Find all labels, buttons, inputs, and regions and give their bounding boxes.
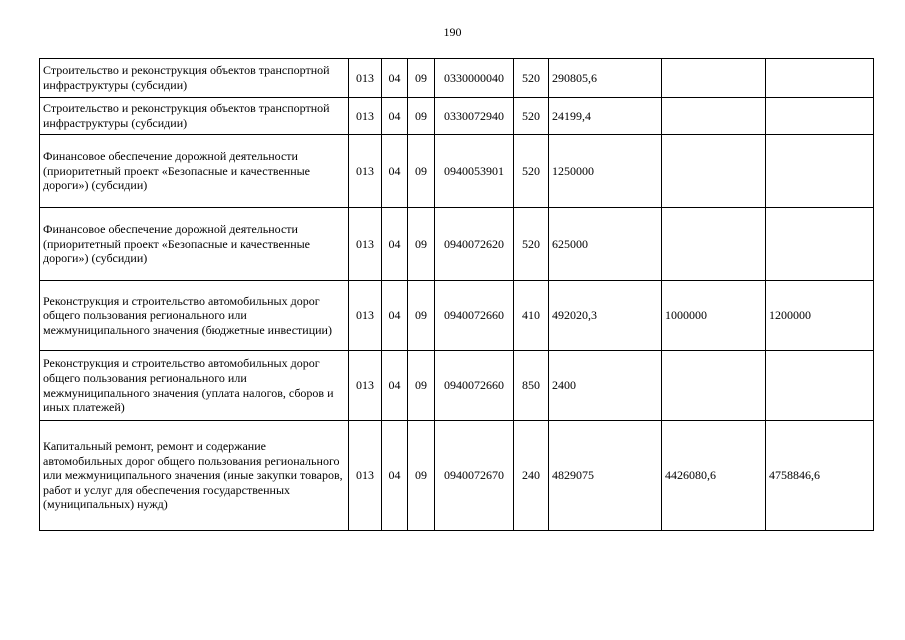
table-row xyxy=(40,421,874,531)
amount-year-1: 625000 xyxy=(549,208,662,281)
expense-type-code: 520 xyxy=(514,135,549,208)
ministry-code: 013 xyxy=(349,98,382,135)
subsection-code: 09 xyxy=(408,421,435,531)
target-code: 0940072660 xyxy=(435,281,514,351)
page-number: 190 xyxy=(443,25,462,39)
amount-year-3 xyxy=(766,208,874,281)
table-row xyxy=(40,98,874,135)
amount-year-2: 1000000 xyxy=(662,281,766,351)
expense-type-code: 240 xyxy=(514,421,549,531)
row-name: Строительство и реконструкция объектов транспортной инфраструктуры (субсидии) xyxy=(40,59,349,98)
section-code: 04 xyxy=(382,281,408,351)
subsection-code: 09 xyxy=(408,59,435,98)
table-row xyxy=(40,208,874,281)
amount-year-2 xyxy=(662,59,766,98)
amount-year-3 xyxy=(766,59,874,98)
subsection-code: 09 xyxy=(408,351,435,421)
expense-type-code: 520 xyxy=(514,59,549,98)
section-code: 04 xyxy=(382,208,408,281)
amount-year-3: 4758846,6 xyxy=(766,421,874,531)
amount-year-1: 2400 xyxy=(549,351,662,421)
section-code: 04 xyxy=(382,351,408,421)
amount-year-2 xyxy=(662,135,766,208)
target-code: 0940072660 xyxy=(435,351,514,421)
section-code: 04 xyxy=(382,59,408,98)
expense-type-code: 850 xyxy=(514,351,549,421)
ministry-code: 013 xyxy=(349,135,382,208)
expense-type-code: 520 xyxy=(514,208,549,281)
row-name: Реконструкция и строительство автомобильных дорог общего пользования регионального или межмуниципального значения (уплата налогов, сборов и иных платежей) xyxy=(40,351,349,421)
ministry-code: 013 xyxy=(349,59,382,98)
row-name: Финансовое обеспечение дорожной деятельности (приоритетный проект «Безопасные и качественные дороги») (субсидии) xyxy=(40,208,349,281)
row-name: Капитальный ремонт, ремонт и содержание автомобильных дорог общего пользования регионального или межмуниципального значения (иные закупки товаров, работ и услуг для обеспечения государственных (муниципальных) нужд) xyxy=(40,421,349,531)
amount-year-3 xyxy=(766,98,874,135)
target-code: 0330000040 xyxy=(435,59,514,98)
target-code: 0940072670 xyxy=(435,421,514,531)
section-code: 04 xyxy=(382,98,408,135)
subsection-code: 09 xyxy=(408,98,435,135)
amount-year-1: 1250000 xyxy=(549,135,662,208)
table-row xyxy=(40,135,874,208)
expense-type-code: 410 xyxy=(514,281,549,351)
amount-year-3 xyxy=(766,135,874,208)
amount-year-2 xyxy=(662,208,766,281)
amount-year-2 xyxy=(662,351,766,421)
row-name: Реконструкция и строительство автомобильных дорог общего пользования регионального или межмуниципального значения (бюджетные инвестиции) xyxy=(40,281,349,351)
target-code: 0940072620 xyxy=(435,208,514,281)
row-name: Строительство и реконструкция объектов транспортной инфраструктуры (субсидии) xyxy=(40,98,349,135)
row-name: Финансовое обеспечение дорожной деятельности (приоритетный проект «Безопасные и качественные дороги») (субсидии) xyxy=(40,135,349,208)
subsection-code: 09 xyxy=(408,281,435,351)
table-row xyxy=(40,281,874,351)
ministry-code: 013 xyxy=(349,421,382,531)
subsection-code: 09 xyxy=(408,208,435,281)
amount-year-3: 1200000 xyxy=(766,281,874,351)
amount-year-2: 4426080,6 xyxy=(662,421,766,531)
amount-year-1: 24199,4 xyxy=(549,98,662,135)
target-code: 0330072940 xyxy=(435,98,514,135)
amount-year-1: 492020,3 xyxy=(549,281,662,351)
subsection-code: 09 xyxy=(408,135,435,208)
amount-year-1: 4829075 xyxy=(549,421,662,531)
table-row xyxy=(40,351,874,421)
expense-type-code: 520 xyxy=(514,98,549,135)
amount-year-1: 290805,6 xyxy=(549,59,662,98)
table-row xyxy=(40,59,874,98)
ministry-code: 013 xyxy=(349,281,382,351)
amount-year-3 xyxy=(766,351,874,421)
budget-table xyxy=(39,58,874,531)
amount-year-2 xyxy=(662,98,766,135)
ministry-code: 013 xyxy=(349,351,382,421)
target-code: 0940053901 xyxy=(435,135,514,208)
ministry-code: 013 xyxy=(349,208,382,281)
section-code: 04 xyxy=(382,421,408,531)
section-code: 04 xyxy=(382,135,408,208)
